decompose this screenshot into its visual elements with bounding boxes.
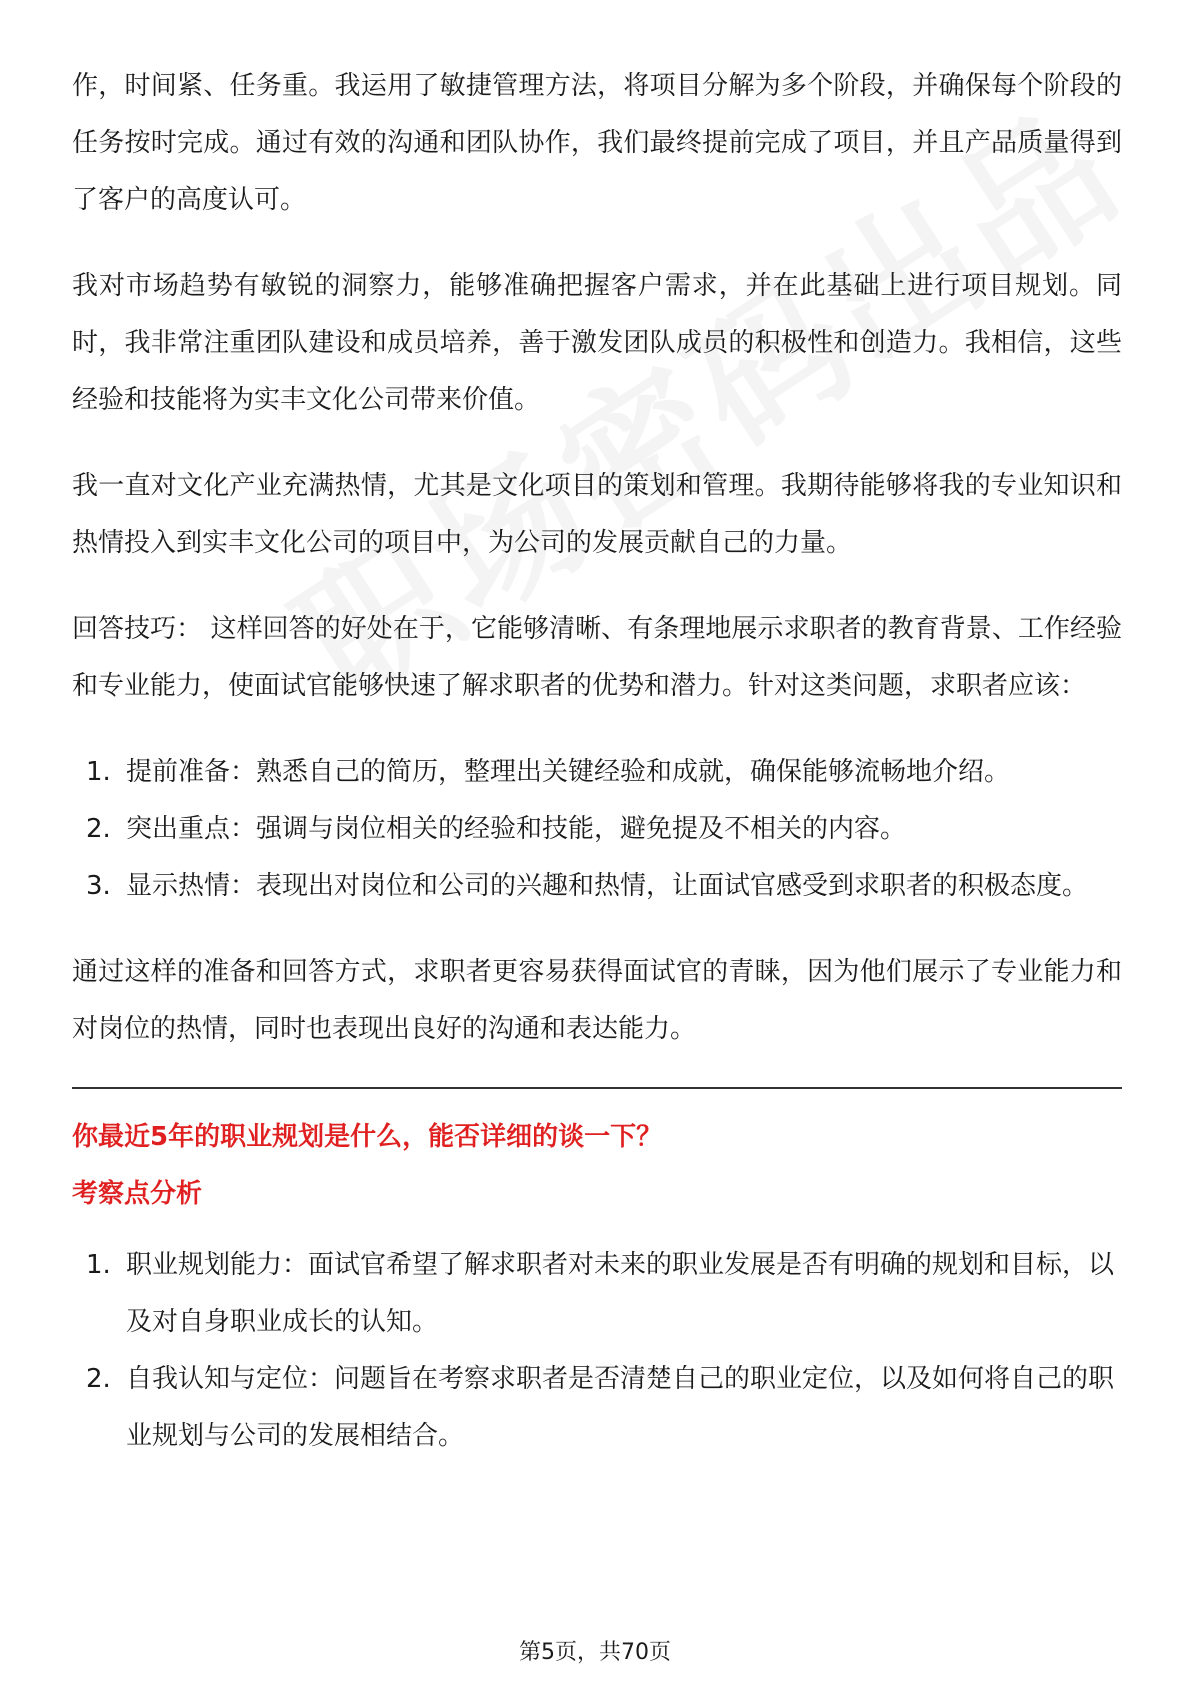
paragraph-market-insight: 我对市场趋势有敏锐的洞察力，能够准确把握客户需求，并在此基础上进行项目规划。同时，我非常注重团队建设和成员培养，善于激发团队成员的积极性和创造力。我相信，这些经验和技能将为实丰文化公司带来价值。: [72, 271, 1122, 415]
list-item: [72, 1351, 1122, 1465]
paragraph-closing: 通过这样的准备和回答方式，求职者更容易获得面试官的青睐，因为他们展示了专业能力和对岗位的热情，同时也表现出良好的沟通和表达能力。: [72, 957, 1122, 1044]
section-subheading: 考察点分析: [72, 1179, 203, 1209]
analysis-points-list: [72, 1237, 1122, 1465]
paragraph-answer-tips: 回答技巧： 这样回答的好处在于，它能够清晰、有条理地展示求职者的教育背景、工作经验和专业能力，使面试官能够快速了解求职者的优势和潜力。针对这类问题，求职者应该：: [72, 614, 1122, 701]
list-item: [72, 744, 1122, 801]
list-item: [72, 1237, 1122, 1351]
list-item-text: 职业规划能力：面试官希望了解求职者对未来的职业发展是否有明确的规划和目标，以及对自身职业成长的认知。: [126, 1250, 1115, 1337]
list-item-number: 1.: [86, 1250, 111, 1280]
paragraph-project-experience: 作，时间紧、任务重。我运用了敏捷管理方法，将项目分解为多个阶段，并确保每个阶段的任务按时完成。通过有效的沟通和团队协作，我们最终提前完成了项目，并且产品质量得到了客户的高度认可。: [72, 71, 1122, 215]
list-item-text: 自我认知与定位：问题旨在考察求职者是否清楚自己的职业定位，以及如何将自己的职业规划与公司的发展相结合。: [126, 1364, 1115, 1451]
tips-list: [72, 744, 1122, 915]
list-item-number: 3.: [86, 871, 111, 901]
list-item-text: 提前准备：熟悉自己的简历，整理出关键经验和成就，确保能够流畅地介绍。: [126, 757, 1011, 787]
list-item-text: 突出重点：强调与岗位相关的经验和技能，避免提及不相关的内容。: [126, 814, 907, 844]
list-item-number: 2.: [86, 1364, 111, 1394]
list-item: [72, 801, 1122, 858]
list-item-text: 显示热情：表现出对岗位和公司的兴趣和热情，让面试官感受到求职者的积极态度。: [126, 871, 1089, 901]
paragraph-passion: 我一直对文化产业充满热情，尤其是文化项目的策划和管理。我期待能够将我的专业知识和热情投入到实丰文化公司的项目中，为公司的发展贡献自己的力量。: [72, 471, 1122, 558]
list-item-number: 1.: [86, 757, 111, 787]
question-title: 你最近5年的职业规划是什么，能否详细的谈一下？: [72, 1122, 663, 1152]
section-divider: [72, 1087, 1122, 1089]
list-item: [72, 858, 1122, 915]
page-content: [72, 58, 1122, 1494]
list-item-number: 2.: [86, 814, 111, 844]
page-number-footer: 第5页，共70页: [519, 1640, 671, 1665]
